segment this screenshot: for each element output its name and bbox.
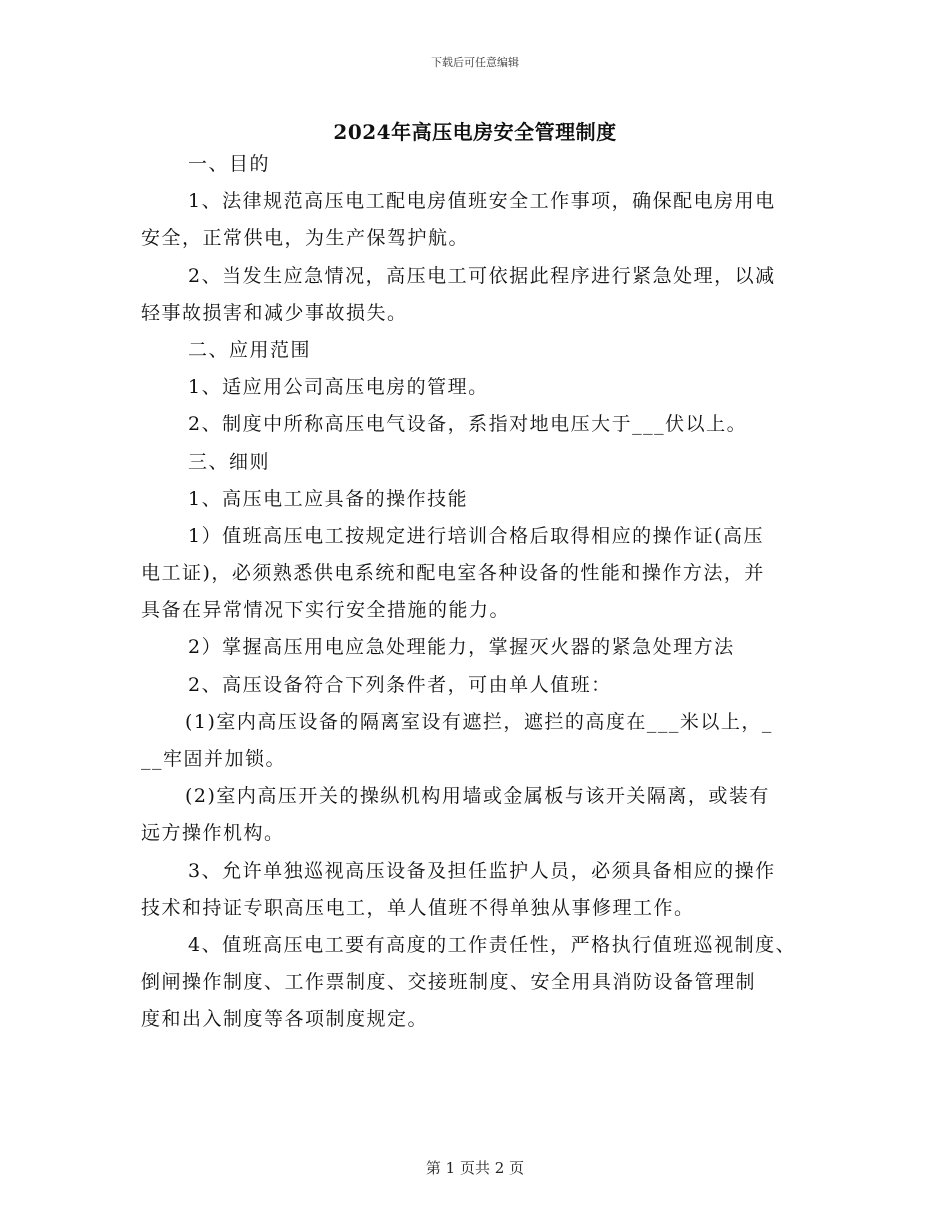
paragraph-line: 1、适应用公司高压电房的管理。 — [188, 376, 489, 399]
paragraph-line: 具备在异常情况下实行安全措施的能力。 — [141, 599, 511, 622]
paragraph-line: (1)室内高压设备的隔离室设有遮拦，遮拦的高度在___米以上，_ — [185, 710, 773, 733]
paragraph-line: 技术和持证专职高压电工，单人值班不得单独从事修理工作。 — [141, 896, 695, 919]
section-heading: 三、细则 — [188, 450, 271, 473]
paragraph-line: 1、高压电工应具备的操作技能 — [188, 487, 469, 510]
document-body — [141, 150, 821, 1043]
paragraph-line: 电工证)，必须熟悉供电系统和配电室各种设备的性能和操作方法，并 — [141, 562, 765, 585]
paragraph-line: 轻事故损害和减少事故损失。 — [141, 301, 408, 324]
paragraph-line: 倒闸操作制度、工作票制度、交接班制度、安全用具消防设备管理制 — [141, 971, 757, 994]
paragraph-line: 2、高压设备符合下列条件者，可由单人值班： — [188, 673, 612, 696]
paragraph-line: 1）值班高压电工按规定进行培训合格后取得相应的操作证(高压 — [188, 524, 765, 547]
paragraph-line: 度和出入制度等各项制度规定。 — [141, 1008, 429, 1031]
paragraph-line: 2、当发生应急情况，高压电工可依据此程序进行紧急处理，以减 — [188, 264, 776, 287]
section-heading: 二、应用范围 — [188, 338, 312, 361]
paragraph-line: (2)室内高压开关的操纵机构用墙或金属板与该开关隔离，或装有 — [185, 785, 770, 808]
paragraph-line: 2）掌握高压用电应急处理能力，掌握灭火器的紧急处理方法 — [188, 636, 735, 659]
header-note: 下载后可任意编辑 — [431, 56, 519, 69]
paragraph-line: 安全，正常供电，为生产保驾护航。 — [141, 227, 470, 250]
paragraph-line: 3、允许单独巡视高压设备及担任监护人员，必须具备相应的操作 — [188, 859, 776, 882]
paragraph-line: 远方操作机构。 — [141, 822, 285, 845]
paragraph-line: __牢固并加锁。 — [141, 748, 287, 770]
document-title: 2024年高压电房安全管理制度 — [333, 120, 617, 144]
page-indicator: 第 1 页共 2 页 — [425, 1159, 525, 1177]
paragraph-line: 4、值班高压电工要有高度的工作责任性，严格执行值班巡视制度、 — [188, 933, 797, 956]
section-heading: 一、目的 — [188, 153, 271, 175]
paragraph-line: 2、制度中所称高压电气设备，系指对地电压大于___伏以上。 — [188, 413, 748, 436]
paragraph-line: 1、法律规范高压电工配电房值班安全工作事项，确保配电房用电 — [188, 190, 776, 213]
